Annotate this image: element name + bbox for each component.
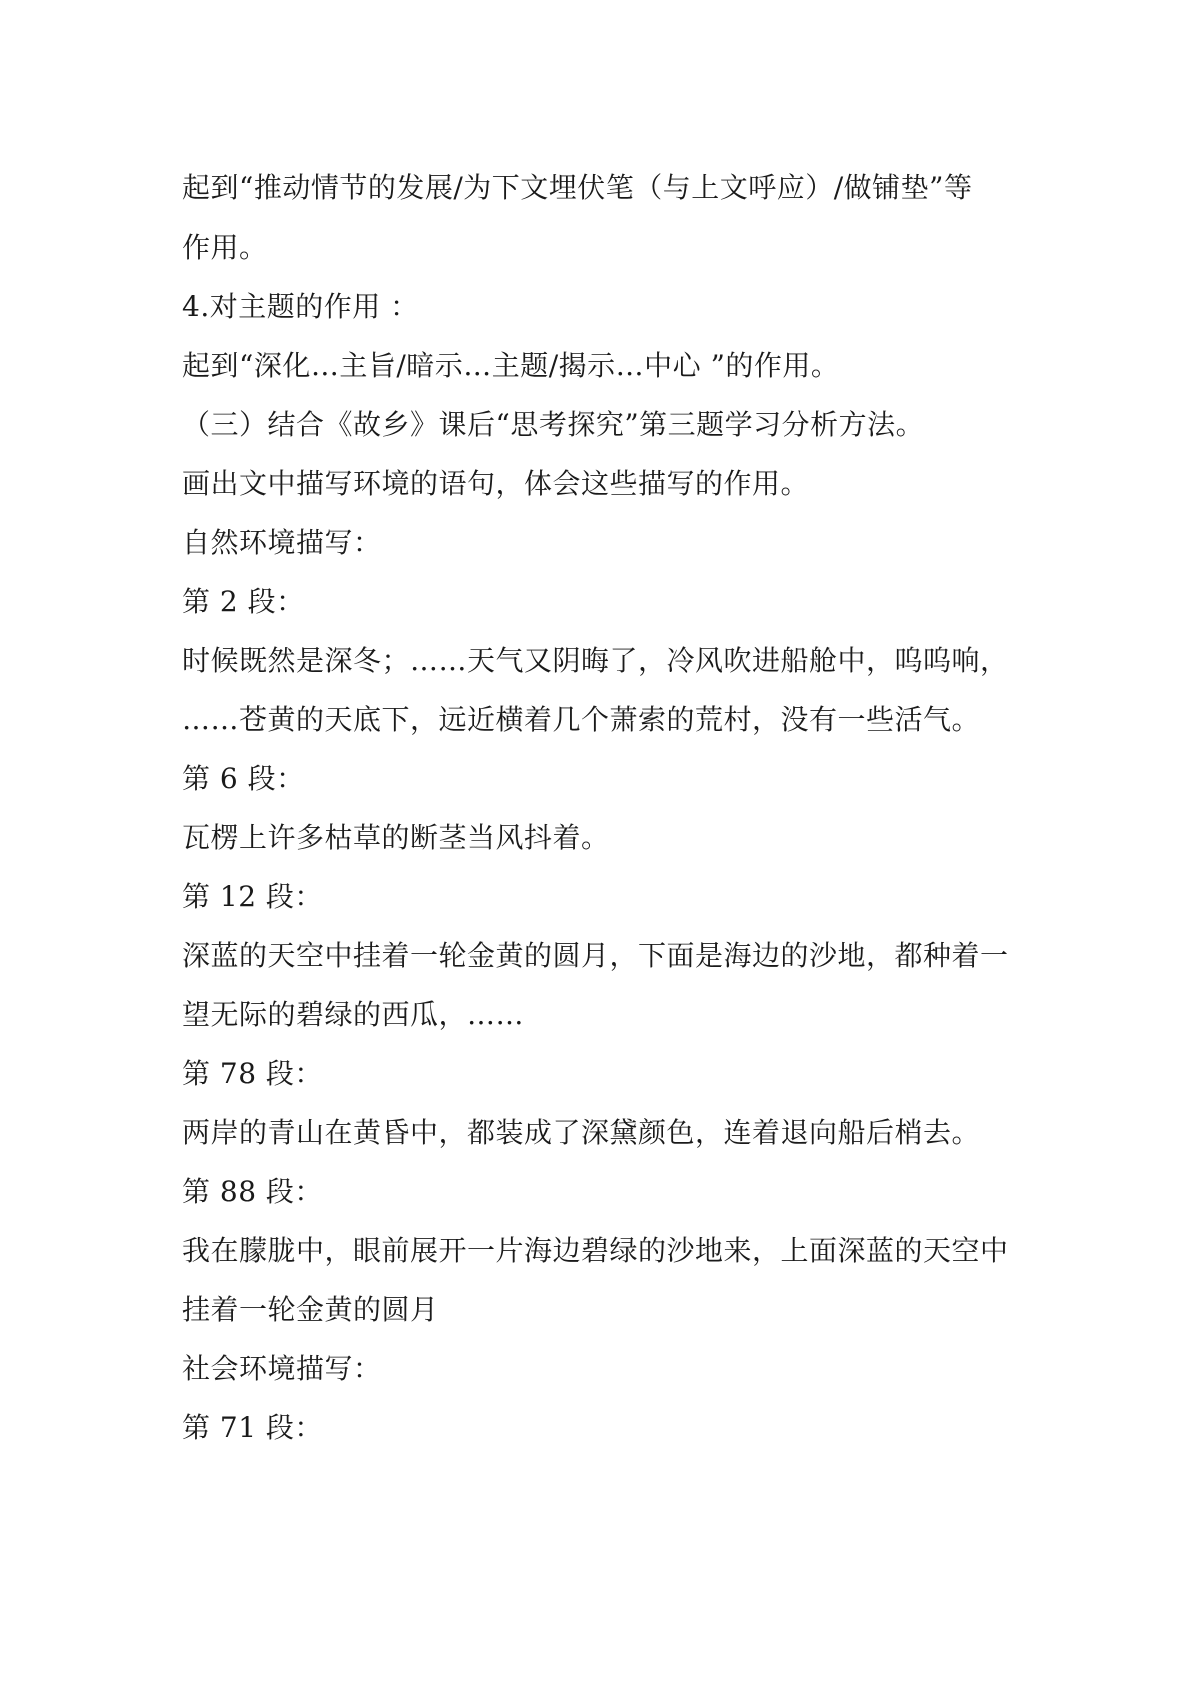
paragraph-label: 第 6 段： [182, 762, 305, 795]
quote-line: 瓦楞上许多枯草的断茎当风抖着。 [182, 821, 610, 854]
section-heading: （三）结合《故乡》课后“思考探究”第三题学习分析方法。 [182, 408, 925, 441]
paragraph-label: 第 2 段： [182, 585, 305, 618]
text-line: 起到“推动情节的发展/为下文埋伏笔（与上文呼应）/做铺垫”等 [182, 171, 973, 204]
quote-line: 挂着一轮金黄的圆月 [182, 1293, 439, 1326]
text-line: 作用。 [182, 231, 268, 264]
quote-line: 望无际的碧绿的西瓜，…… [182, 998, 525, 1031]
quote-line: ……苍黄的天底下，远近横着几个萧索的荒村，没有一些活气。 [182, 703, 981, 736]
text-line: 起到“深化…主旨/暗示…主题/揭示…中心 ”的作用。 [182, 349, 840, 382]
section-heading: 4.对主题的作用 ： [182, 290, 419, 323]
paragraph-label: 第 88 段： [182, 1175, 323, 1208]
quote-line: 两岸的青山在黄昏中，都装成了深黛颜色，连着退向船后梢去。 [182, 1116, 981, 1149]
paragraph-label: 第 12 段： [182, 880, 323, 913]
paragraph-label: 第 78 段： [182, 1057, 323, 1090]
paragraph-label: 第 71 段： [182, 1411, 323, 1444]
quote-line: 深蓝的天空中挂着一轮金黄的圆月，下面是海边的沙地，都种着一 [182, 939, 1009, 972]
quote-line: 我在朦胧中，眼前展开一片海边碧绿的沙地来，上面深蓝的天空中 [182, 1234, 1009, 1267]
subsection-heading: 自然环境描写： [182, 526, 382, 559]
text-line: 画出文中描写环境的语句，体会这些描写的作用。 [182, 467, 810, 500]
quote-line: 时候既然是深冬；……天气又阴晦了，冷风吹进船舱中，呜呜响， [182, 644, 1009, 677]
subsection-heading: 社会环境描写： [182, 1352, 382, 1385]
